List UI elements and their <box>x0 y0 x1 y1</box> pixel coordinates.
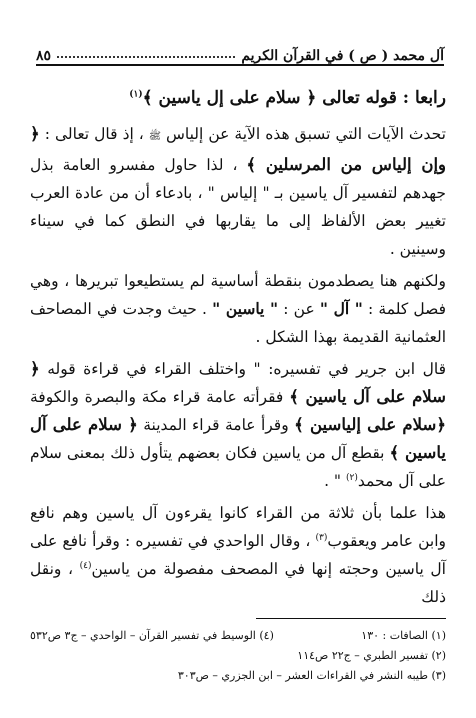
footnotes <box>30 626 446 686</box>
p3-quote-2: ﴿سلام على إلياسين ﴾ <box>294 415 446 434</box>
p3-quote-1: ﴿ سلام على آل ياسين ﴾ <box>30 359 446 406</box>
p3-text-e: " . <box>324 472 342 490</box>
footnote-ref-3: (٣) <box>315 532 328 543</box>
p2-word-yasin: " ياسين " <box>212 299 279 318</box>
main-text <box>30 84 446 615</box>
p1-text-a: تحدث الآيات التي تسبق هذه الآية عن إلياس <box>165 125 446 143</box>
p3-text-c: وقرأ عامة قراء المدينة <box>143 416 289 434</box>
footnote-separator <box>256 618 446 619</box>
p4-text-b: ، وقال الواحدي في تفسيره : وقرأ نافع على آل ياسين وحجته إنها في المصحف مفصولة من ياسين <box>30 532 446 578</box>
p1-text-b: ، إذ قال تعالى : <box>44 125 144 143</box>
p3-text-d: بقطع آل من ياسين فكان بعضهم يتأول ذلك بمعنى سلام على آل محمد <box>30 444 446 490</box>
p3-text-b: فقرأته عامة قراء مكة والبصرة والكوفة <box>30 388 284 406</box>
p2-text-a: ولكنهم هنا يصطدمون بنقطة أساسية لم يستطيعوا تبريرها ، وهي فصل كلمة : <box>30 272 446 318</box>
footnote-3: (٣) طيبه النشر في القراءات العشر – ابن الجزري – ص٣٠٣ <box>177 669 446 682</box>
paragraph-3 <box>30 355 446 495</box>
running-header <box>36 40 444 66</box>
section-heading <box>30 84 446 112</box>
salutation-glyph: ﷺ <box>148 131 161 142</box>
p2-text-e: . حيث وجدت في المصاحف العثمانية القديمة بهذا الشكل . <box>30 300 446 346</box>
heading-quote: ﴿ سلام على إل ياسين ﴾ <box>142 88 317 108</box>
p3-text-a: قال ابن جرير في تفسيره: " واختلف القراء في قراءة قوله <box>47 360 446 378</box>
footnote-ref-1: (١) <box>129 89 143 100</box>
paragraph-4 <box>30 499 446 611</box>
p1-quran-quote: ﴿ وإن إلياس من المرسلين ﴾ <box>30 124 446 174</box>
p1-text-c: ، لذا حاول مفسرو العامة بذل جهدهم لتفسير آل ياسين بـ " إلياس " ، بادعاء أن من عادة العرب تغيير بعض الألفاظ إلى ما يقاربها في النطق كما في سيناء وسينين . <box>30 156 446 258</box>
header-dot-leader <box>57 55 235 58</box>
footnote-1: (١) الصافات : ١٣٠ <box>361 629 446 642</box>
header-title: آل محمد ( ص ) في القرآن الكريم <box>241 48 444 64</box>
footnote-ref-4: (٤) <box>79 560 92 571</box>
heading-prefix: رابعا : قوله تعالى <box>322 88 446 108</box>
paragraph-2 <box>30 267 446 351</box>
footnote-row <box>30 626 446 646</box>
footnote-ref-2: (٢) <box>345 472 358 483</box>
p2-text-c: عن : <box>283 300 315 318</box>
page-number: ٨٥ <box>36 48 52 64</box>
p3-quote-3: ﴿ سلام على آل ياسين ﴾ <box>30 415 446 462</box>
p4-text-a: هذا علما بأن ثلاثة من القراء كانوا يقرءون آل ياسين وهم نافع وابن عامر ويعقوب <box>30 504 446 550</box>
p4-text-c: ، ونقل ذلك <box>30 560 446 606</box>
footnote-4: (٤) الوسيط في تفسير القرآن – الواحدي – ج٣ ص٥٣٢ <box>30 629 274 642</box>
footnote-2: (٢) تفسير الطبري – ج٢٢ ص١١٤ <box>297 649 446 662</box>
paragraph-1 <box>30 120 446 263</box>
p2-word-al: " آل " <box>319 299 363 318</box>
